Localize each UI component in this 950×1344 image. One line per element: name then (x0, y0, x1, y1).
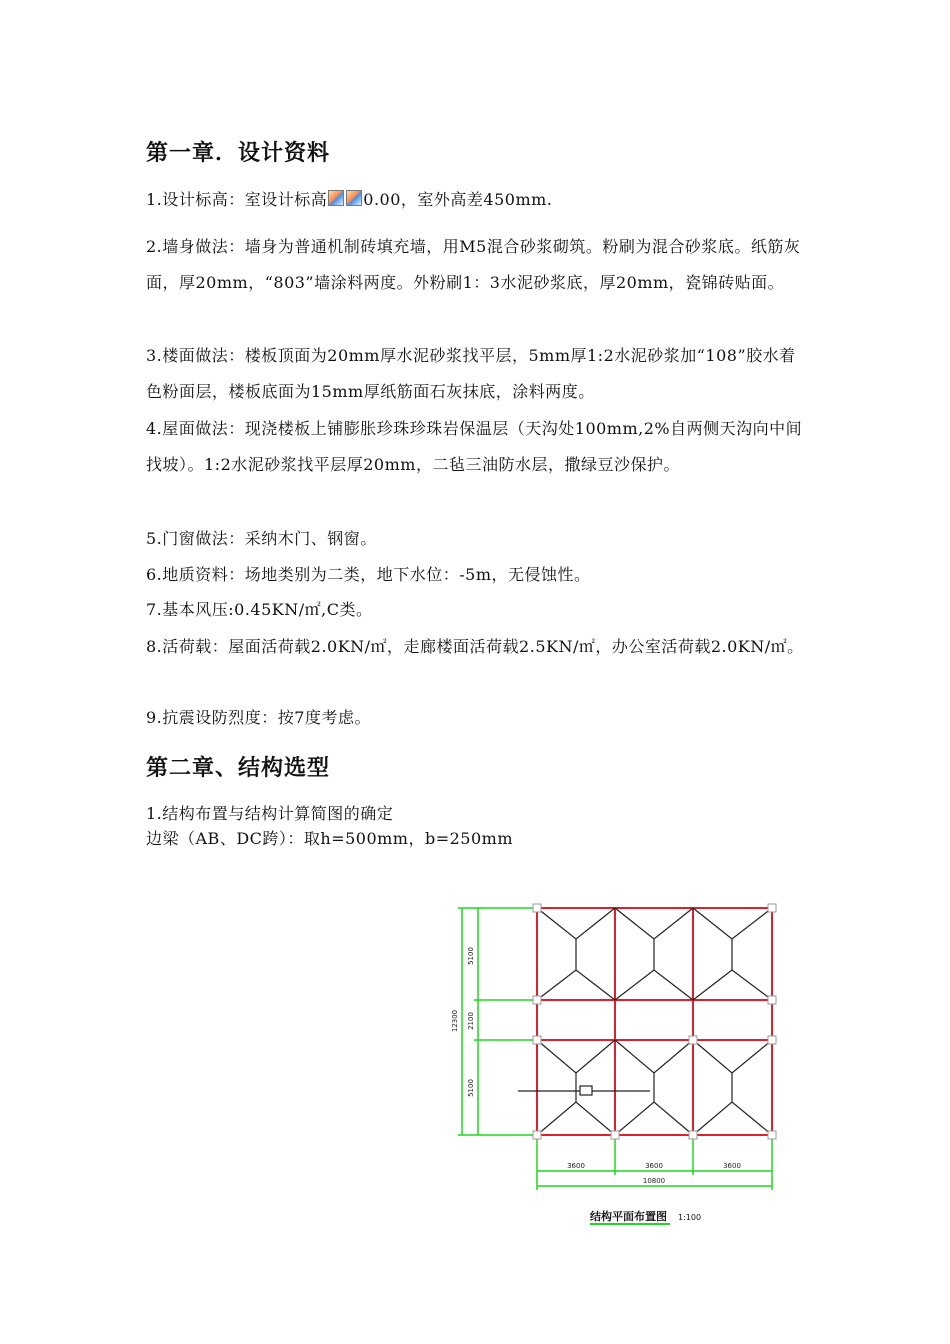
chapter2-line2: 边梁（AB、DC跨）：取h=500mm，b=250mm (146, 829, 514, 848)
item-7: 7.基本风压:0.45KN/㎡,C类。 (146, 600, 373, 619)
dim-left-total: 12300 (451, 1009, 459, 1033)
figure-caption: 结构平面布置图 (590, 1210, 667, 1223)
item-1-text-after: 0.00，室外高差450mm. (363, 190, 553, 209)
dim-bottom-1: 3600 (567, 1162, 585, 1170)
item-5: 5.门窗做法：采纳木门、钢窗。 (146, 529, 377, 548)
item-3: 3.楼面做法：楼板顶面为20mm厚水泥砂浆找平层，5mm厚1:2水泥砂浆加“108”胶水着色粉面层，楼板底面为15mm厚纸筋面石灰抹底，涂料两度。 (146, 346, 796, 401)
broken-image-icon (346, 190, 362, 206)
item-1-text-before: 1.设计标高：室设计标高 (146, 190, 328, 209)
dimension-labels (451, 947, 741, 1185)
figure-scale: 1:100 (678, 1213, 702, 1222)
dim-bottom-total: 10800 (642, 1177, 666, 1185)
chapter1-title: 第一章．设计资料 (146, 141, 331, 166)
item-8: 8.活荷载：屋面活荷载2.0KN/㎡，走廊楼面活荷载2.5KN/㎡，办公室活荷载2.0KN/㎡。 (146, 637, 804, 656)
slab-yield-lines (518, 908, 772, 1135)
chapter2-title: 第二章、结构选型 (146, 756, 331, 781)
chapter2-line1: 1.结构布置与结构计算简图的确定 (146, 804, 394, 823)
broken-image-icon (328, 190, 344, 206)
item-9: 9.抗震设防烈度：按7度考虑。 (146, 708, 371, 727)
item-2: 2.墙身做法：墙身为普通机制砖填充墙，用M5混合砂浆砌筑。粉刷为混合砂浆底。纸筋灰面，厚20mm，“803”墙涂料两度。外粉刷1：3水泥砂浆底，厚20mm，瓷锦砖贴面。 (146, 237, 801, 292)
dim-left-2: 2100 (467, 1012, 475, 1030)
item-1 (146, 182, 808, 218)
item-4: 4.屋面做法：现浇楼板上铺膨胀珍珠珍珠岩保温层（天沟处100mm,2%自两侧天沟向中间找坡）。1:2水泥砂浆找平层厚20mm，二毡三油防水层，撒绿豆沙保护。 (146, 419, 803, 474)
dim-bottom-3: 3600 (723, 1162, 741, 1170)
item-6: 6.地质资料：场地类别为二类，地下水位：-5m，无侵蚀性。 (146, 565, 591, 584)
dim-left-1: 5100 (467, 947, 475, 965)
structure-plan-figure (440, 890, 780, 1230)
dim-bottom-2: 3600 (645, 1162, 663, 1170)
dim-left-3: 5100 (467, 1079, 475, 1097)
